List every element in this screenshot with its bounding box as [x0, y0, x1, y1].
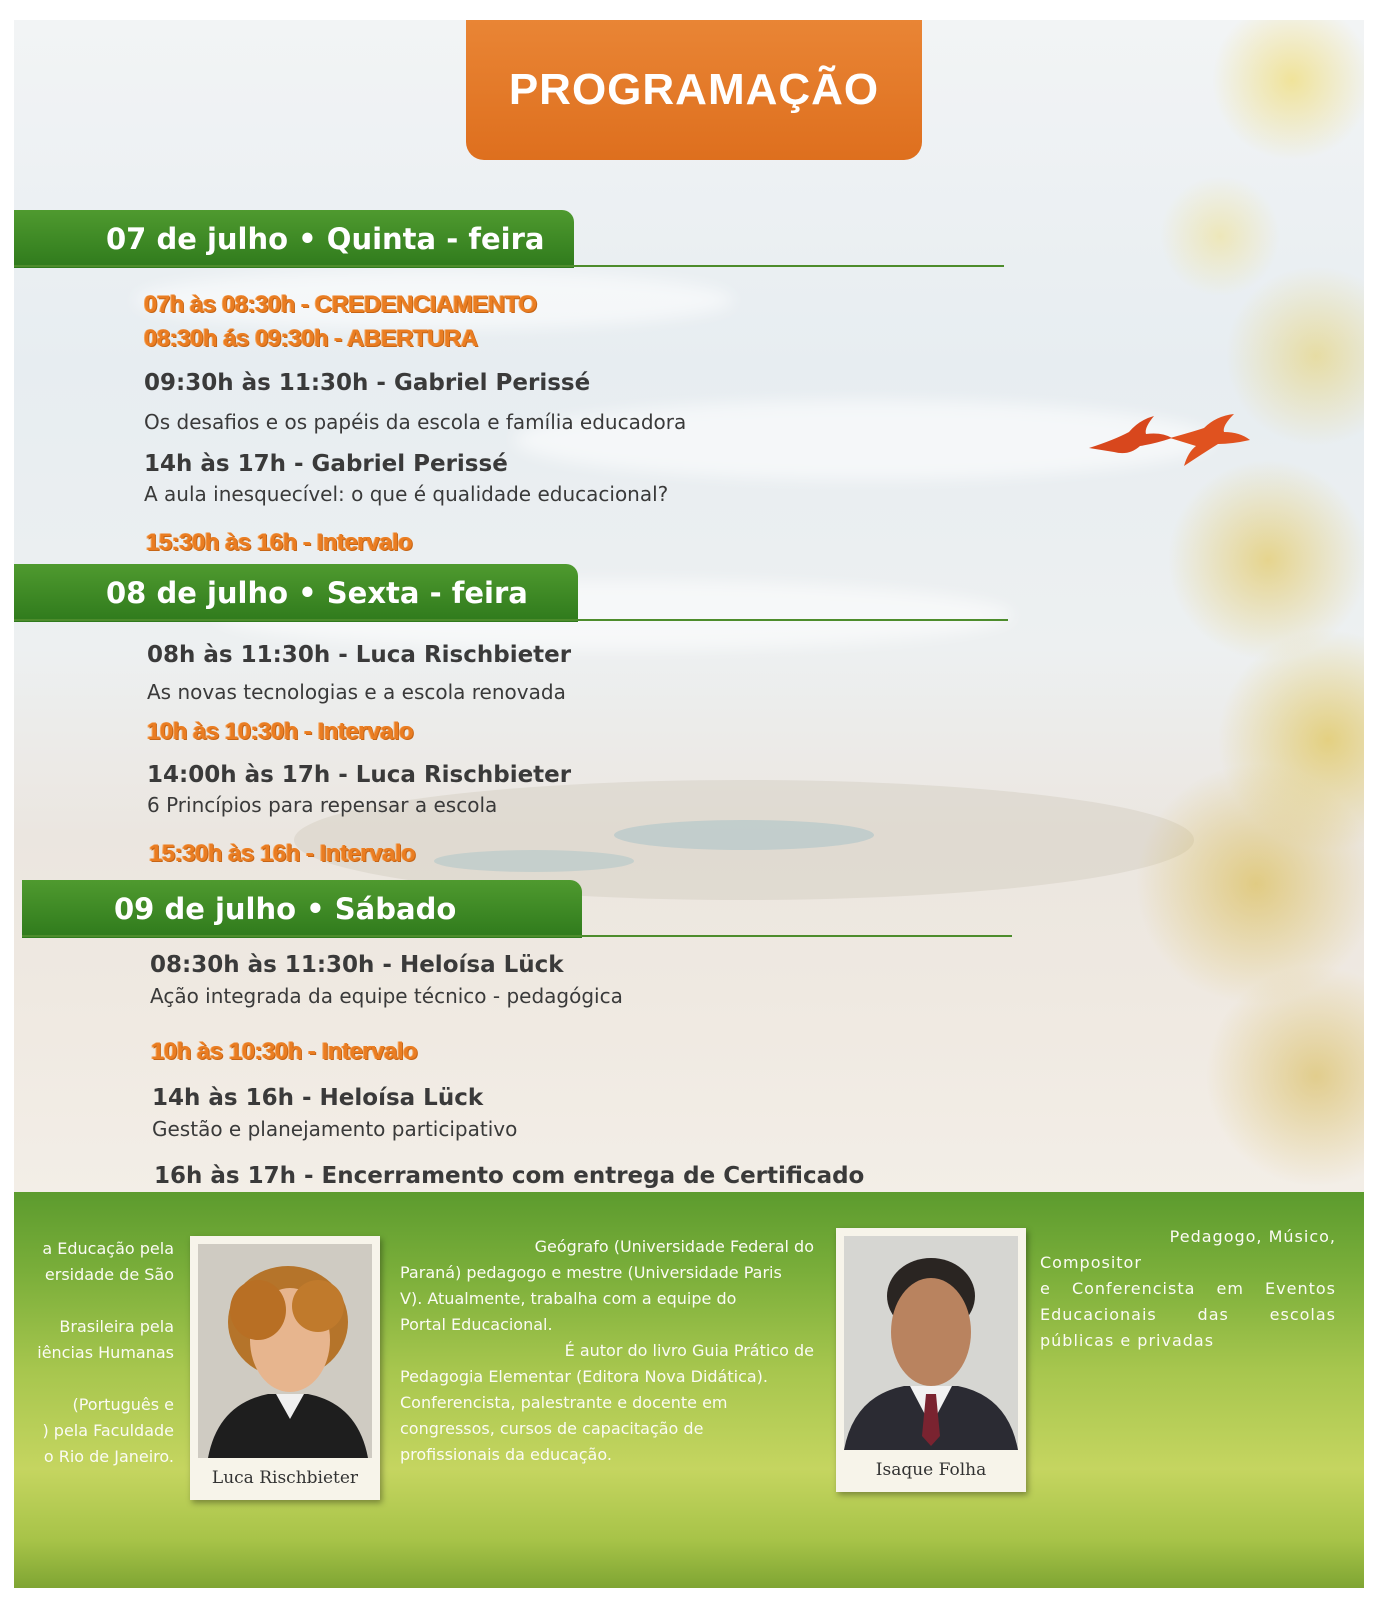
- schedule-item-break: 10h às 10:30h - Intervalo: [151, 1038, 418, 1065]
- schedule-item-closing: 16h às 17h - Encerramento com entrega de Certificado: [154, 1163, 865, 1189]
- schedule-item-break: 10h às 10:30h - Intervalo: [147, 718, 414, 745]
- bio-line: Paraná) pedagogo e mestre (Universidade Paris: [400, 1263, 782, 1282]
- schedule-item-break: 15:30h às 16h - Intervalo: [149, 840, 416, 867]
- divider: [14, 619, 1008, 621]
- day-header-08-julho: 08 de julho • Sexta - feira: [14, 564, 578, 622]
- bio-line: congressos, cursos de capacitação de: [400, 1419, 704, 1438]
- speaker-bios-band: [14, 1192, 1364, 1588]
- bio-line: iências Humanas: [37, 1343, 174, 1362]
- bio-line: É autor do livro Guia Prático de: [564, 1341, 814, 1360]
- bio-line: ) pela Faculdade: [42, 1421, 174, 1440]
- bio-line: públicas e privadas: [1040, 1331, 1215, 1350]
- photo-card-isaque: [836, 1228, 1026, 1492]
- bio-line: V). Atualmente, trabalha com a equipe do: [400, 1289, 737, 1308]
- bio-line: profissionais da educação.: [400, 1445, 612, 1464]
- bio-line: o Rio de Janeiro.: [43, 1447, 174, 1466]
- bio-line: Pedagogia Elementar (Editora Nova Didática).: [400, 1367, 769, 1386]
- schedule-item-session: 08:30h às 11:30h - Heloísa Lück: [150, 952, 564, 978]
- photo-card-luca: [190, 1236, 380, 1500]
- schedule-item-break: 08:30h ás 09:30h - ABERTURA: [144, 325, 478, 352]
- bio-line: a Educação pela: [42, 1239, 174, 1258]
- bio-line: Brasileira pela: [59, 1317, 174, 1336]
- bio-line: ersidade de São: [44, 1265, 174, 1284]
- schedule-item-description: As novas tecnologias e a escola renovada: [147, 680, 566, 704]
- bio-line: [22, 1288, 174, 1314]
- schedule-item-session: 14h às 16h - Heloísa Lück: [152, 1085, 484, 1111]
- bio-left-fragment: [22, 1236, 174, 1470]
- divider: [22, 935, 1012, 937]
- bio-line: Compositor: [1040, 1253, 1142, 1272]
- bio-line: Conferencista, palestrante e docente em: [400, 1393, 728, 1412]
- bio-line: (Português e: [72, 1395, 174, 1414]
- portrait-luca-icon: [198, 1244, 372, 1458]
- schedule-item-description: Os desafios e os papéis da escola e família educadora: [144, 410, 687, 434]
- bio-luca: [400, 1234, 814, 1468]
- schedule-item-session: 14:00h às 17h - Luca Rischbieter: [147, 762, 572, 788]
- schedule-item-session: 14h às 17h - Gabriel Perissé: [144, 451, 508, 477]
- schedule-item-description: 6 Princípios para repensar a escola: [147, 793, 498, 817]
- schedule-item-description: Gestão e planejamento participativo: [152, 1117, 518, 1141]
- portrait-photo-isaque: [844, 1236, 1018, 1450]
- bio-line: e Conferencista em Eventos: [1040, 1279, 1336, 1298]
- schedule-item-description: Ação integrada da equipe técnico - pedagógica: [150, 984, 623, 1008]
- bio-line: Pedagogo, Músico,: [1169, 1227, 1336, 1246]
- lagoon-decoration: [614, 820, 874, 850]
- schedule-item-break: 07h às 08:30h - CREDENCIAMENTO: [144, 291, 537, 318]
- bio-line: Portal Educacional.: [400, 1315, 553, 1334]
- divider: [14, 265, 1004, 267]
- scarlet-ibis-birds-icon: [1084, 410, 1254, 480]
- paint-splash-decoration: [1124, 20, 1364, 1220]
- lagoon-decoration: [434, 850, 634, 872]
- schedule-item-session: 08h às 11:30h - Luca Rischbieter: [147, 642, 572, 668]
- schedule-item-description: A aula inesquecível: o que é qualidade educacional?: [144, 482, 669, 506]
- schedule-item-break: 15:30h às 16h - Intervalo: [146, 529, 413, 556]
- bio-line: [22, 1366, 174, 1392]
- photo-caption-isaque: Isaque Folha: [875, 1460, 987, 1480]
- bio-isaque: [1040, 1224, 1336, 1354]
- portrait-isaque-icon: [844, 1236, 1018, 1450]
- program-page: [14, 20, 1364, 1588]
- day-header-07-julho: 07 de julho • Quinta - feira: [14, 210, 574, 268]
- page-title: PROGRAMAÇÃO: [466, 20, 922, 160]
- bio-line: Geógrafo (Universidade Federal do: [534, 1237, 814, 1256]
- schedule-item-session: 09:30h às 11:30h - Gabriel Perissé: [144, 370, 591, 396]
- day-header-09-julho: 09 de julho • Sábado: [22, 880, 582, 938]
- portrait-photo-luca: [198, 1244, 372, 1458]
- photo-caption-luca: Luca Rischbieter: [211, 1468, 359, 1488]
- bio-line: Educacionais das escolas: [1040, 1305, 1336, 1324]
